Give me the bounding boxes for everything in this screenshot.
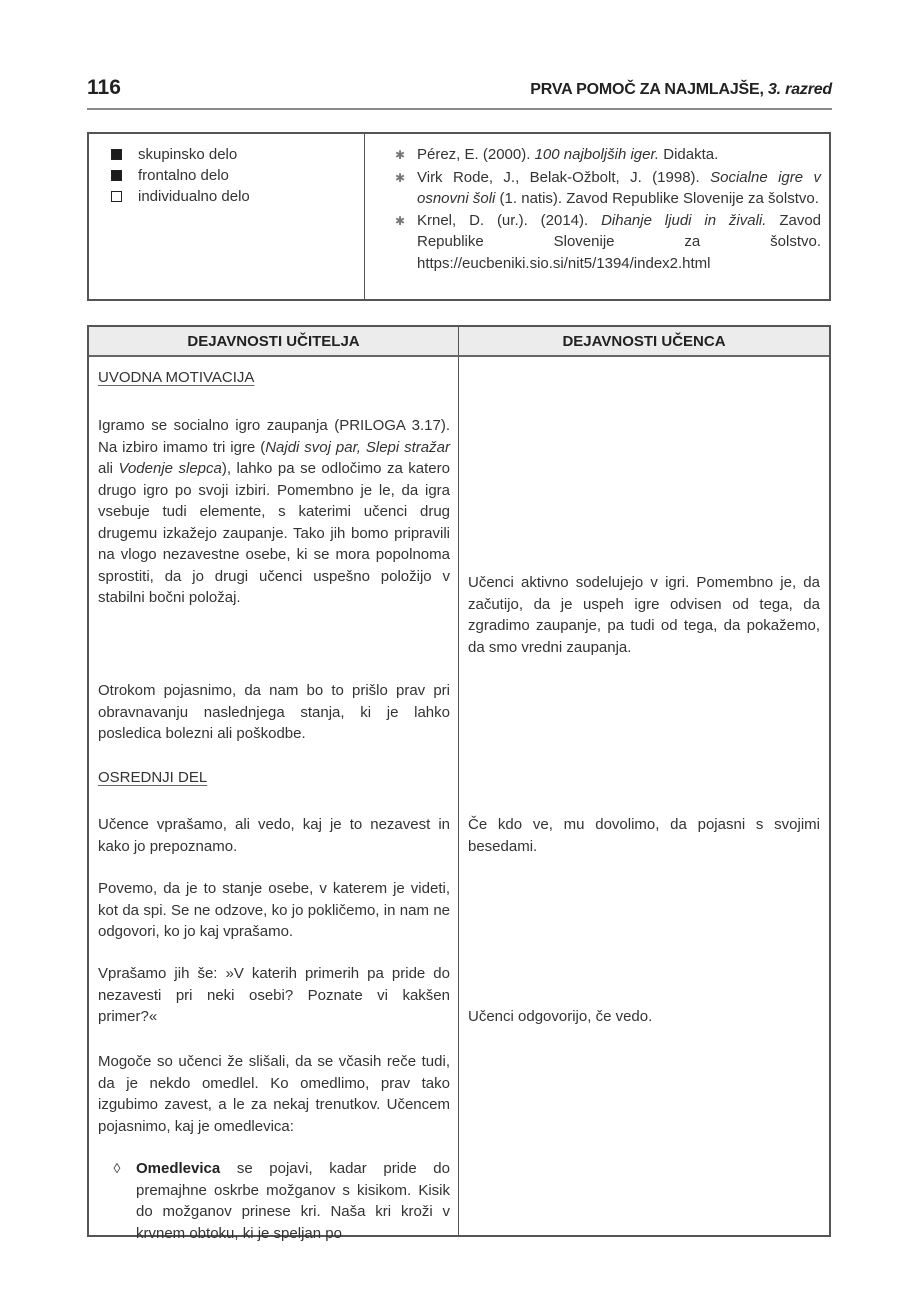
student-activities-column [459, 357, 829, 1235]
asterisk-icon: ✱ [395, 213, 406, 228]
teacher-paragraph: Povemo, da je to stanje osebe, v katerem je videti, kot da spi. Se ne odzove, ko jo pokličemo, in nam ne odgovori, ko jo kaj vprašamo. [98, 880, 450, 940]
student-paragraph: Učenci odgovorijo, če vedo. [468, 1008, 653, 1025]
reference-publisher: Zavod Republike Slovenije za šolstvo. https://eucbeniki.sio.si/nit5/1394/index2.html [417, 211, 822, 272]
reference-title: 100 najboljših iger. [534, 146, 660, 163]
teacher-paragraph: Mogoče so učenci že slišali, da se včasih reče tudi, da je nekdo omedlel. Ko omedlimo, prav tako izgubimo zavest, a le za nekaj trenutkov. Učencem pojasnimo, kaj je omedlevica: [98, 1053, 450, 1135]
page-number: 116 [87, 76, 121, 99]
legend-item-group-work [111, 144, 364, 165]
student-paragraph: Učenci aktivno sodelujejo v igri. Pomembno je, da začutijo, da je uspeh igre odvisen od tega, da zgradimo zaupanje, pa tudi od tega, da pokažemo, da smo vredni zaupanja. [468, 574, 820, 656]
running-title [530, 81, 832, 99]
empty-square-icon [111, 191, 122, 202]
bullet-item: ◊ Omedlevica se pojavi, kadar pride do premajhne oskrbe možganov s kisikom. Kisik do možganov prinese kri. Naša kri kroži v krvnem obtoku, ki je speljan po [98, 1158, 450, 1244]
info-box [87, 132, 831, 301]
book-subtitle: 3. razred [763, 81, 832, 98]
game-title: Najdi svoj par, Slepi stražar [265, 438, 450, 456]
teacher-paragraph: Vprašamo jih še: »V katerih primerih pa pride do nezavesti pri neki osebi? Poznate vi kakšen primer?« [98, 965, 450, 1025]
work-form-legend [89, 134, 365, 299]
teacher-paragraph: Učence vprašamo, ali vedo, kaj je to nezavest in kako jo prepoznamo. [98, 816, 450, 855]
page-header [87, 74, 832, 110]
teacher-paragraph: Otrokom pojasnimo, da nam bo to prišlo prav pri obravnavanju naslednjega stanja, ki je lahko posledica bolezni ali poškodbe. [98, 682, 450, 742]
student-paragraph: Če kdo ve, mu dovolimo, da pojasni s svojimi besedami. [468, 816, 820, 855]
reference-item [395, 167, 821, 210]
reference-item [395, 144, 821, 167]
filled-square-icon [111, 170, 122, 181]
reference-item [395, 210, 821, 275]
activities-table [87, 325, 831, 1242]
asterisk-icon: ✱ [395, 170, 406, 185]
asterisk-icon: ✱ [395, 148, 406, 162]
reference-publisher: (1. natis). Zavod Republike Slovenije za šolstvo. [495, 190, 819, 207]
bold-term: Omedlevica [136, 1160, 221, 1177]
legend-label: individualno delo [138, 188, 250, 205]
references-list [365, 134, 829, 299]
student-activities-header: DEJAVNOSTI UČENCA [562, 332, 726, 350]
reference-author: Krnel, D. (ur.). (2014). [417, 211, 602, 229]
legend-label: frontalno delo [138, 167, 229, 184]
reference-author: Pérez, E. (2000). [417, 146, 535, 163]
teacher-activities-column [89, 357, 459, 1242]
legend-item-individual-work [111, 186, 364, 207]
teacher-activities-header: DEJAVNOSTI UČITELJA [89, 327, 459, 355]
section-heading-main: OSREDNJI DEL [98, 769, 208, 786]
reference-author: Virk Rode, J., Belak-Ožbolt, J. (1998). [417, 168, 711, 186]
legend-label: skupinsko delo [138, 146, 238, 163]
reference-publisher: Didakta. [659, 146, 719, 163]
section-heading-intro: UVODNA MOTIVACIJA [98, 369, 255, 386]
diamond-bullet-icon: ◊ [113, 1160, 121, 1176]
table-header-row [89, 327, 829, 357]
book-title: PRVA POMOČ ZA NAJMLAJŠE, [530, 81, 764, 98]
legend-item-frontal-work [111, 165, 364, 186]
reference-title: Dihanje ljudi in živali. [601, 211, 767, 229]
table-body [89, 357, 829, 1242]
reference-title: Socialne igre v osnovni šoli [417, 168, 821, 207]
filled-square-icon [111, 149, 122, 160]
game-title: Vodenje slepca [118, 460, 222, 477]
teacher-paragraph: Igramo se socialno igro zaupanja (PRILOGA 3.17). Na izbiro imamo tri igre (Najdi svoj par, Slepi stražar ali Vodenje slepca), lahko pa se odločimo za katero drugo igro po svoji izbiri. Pomembno je le, da igra vsebuje tudi elemente, s katerimi učenci drug drugemu izkažejo zaupanje. Tako jih bomo pripravili na vlogo nezavestne osebe, ki se mora popolnoma sprostiti, da jo drugi učenci uspešno položijo v stabilni bočni položaj. [98, 417, 450, 606]
